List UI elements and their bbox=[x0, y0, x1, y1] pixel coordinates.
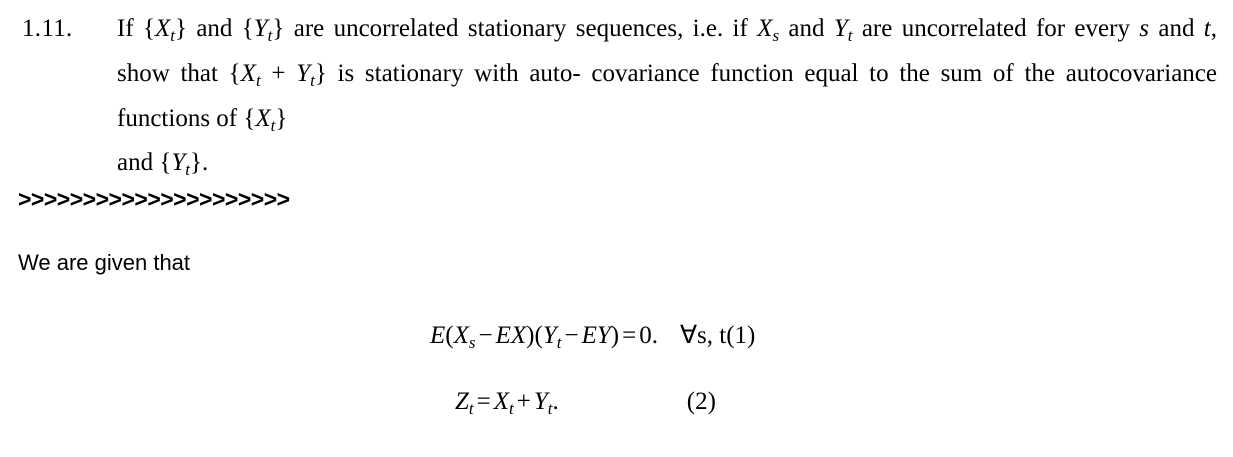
symbol-x-t: X bbox=[154, 15, 171, 42]
solution-intro-text: We are given that bbox=[18, 250, 191, 275]
eq1-Y-sub: t bbox=[556, 333, 562, 353]
eq1-equals: = bbox=[622, 322, 637, 349]
eq1-open2: ( bbox=[534, 322, 543, 349]
symbol-x-t-3: X bbox=[255, 104, 271, 132]
eq1-tag: (1) bbox=[726, 322, 756, 349]
symbol-x-s: X bbox=[757, 15, 773, 42]
eq1-quantifier: ∀s, t bbox=[679, 322, 727, 349]
equation-2 bbox=[455, 388, 716, 419]
eq2-tag: (2) bbox=[686, 388, 716, 415]
eq1-minus-1: − bbox=[478, 322, 493, 349]
eq2-plus: + bbox=[516, 388, 531, 415]
eq1-minus-2: − bbox=[564, 322, 579, 349]
symbol-y-t-2: Y bbox=[833, 15, 848, 42]
eq1-X-sub: s bbox=[468, 333, 476, 353]
eq1-X: X bbox=[453, 322, 469, 349]
problem-line-1: If $\{X_t\}$ and $\{Y_t\}$ are uncorrelated stationary sequences, i.e. if $X_s$ and $Y_t$ are uncorrelated for every s and t, show that $\{X_t + Y_t\}$ is stationary with auto- covariance function equal to the sum of the autocovariance functions of $\{X_t\}$ bbox=[117, 15, 1217, 135]
symbol-y-t: Y bbox=[253, 15, 268, 42]
eq1-value: 0. bbox=[639, 322, 658, 349]
problem-line-4: and $\{Y_t\}$. bbox=[117, 149, 209, 179]
eq2-Z-sub: t bbox=[468, 399, 474, 419]
symbol-y-t-3: Y bbox=[296, 59, 311, 87]
eq2-period: . bbox=[552, 388, 559, 415]
eq1-E: E bbox=[430, 322, 446, 349]
eq1-close2: ) bbox=[610, 322, 620, 349]
problem-number: 1.11. bbox=[22, 15, 73, 42]
symbol-y-t-4: Y bbox=[171, 149, 186, 177]
eq1-open1: ( bbox=[445, 322, 454, 349]
problem-line-2: uncorrelated for every s and t, show that $\{X_t + Y_t\}$ is stationary with auto- bbox=[117, 15, 1217, 90]
problem-line-3: covariance function equal to the sum of the autocovariance functions of $\{X_t\}$ bbox=[117, 59, 1217, 135]
symbol-x-t-2: X bbox=[240, 59, 256, 87]
eq1-EY: EY bbox=[581, 322, 611, 349]
eq1-close1: ) bbox=[526, 322, 535, 349]
eq1-EX: EX bbox=[495, 322, 527, 349]
eq2-Y-sub: t bbox=[547, 399, 553, 419]
symbol-t: t bbox=[1203, 15, 1211, 42]
problem-text bbox=[117, 10, 1232, 189]
problem-block bbox=[0, 10, 1233, 189]
eq2-X-sub: t bbox=[509, 399, 514, 419]
eq2-Y: Y bbox=[533, 388, 548, 415]
symbol-s: s bbox=[1139, 15, 1150, 42]
separator-arrows: >>>>>>>>>>>>>>>>>>>>> bbox=[18, 186, 290, 212]
eq2-equals: = bbox=[476, 388, 491, 415]
eq1-Y: Y bbox=[542, 322, 557, 349]
eq2-Z: Z bbox=[455, 388, 469, 415]
equation-1 bbox=[430, 320, 755, 353]
eq2-X: X bbox=[493, 388, 510, 415]
